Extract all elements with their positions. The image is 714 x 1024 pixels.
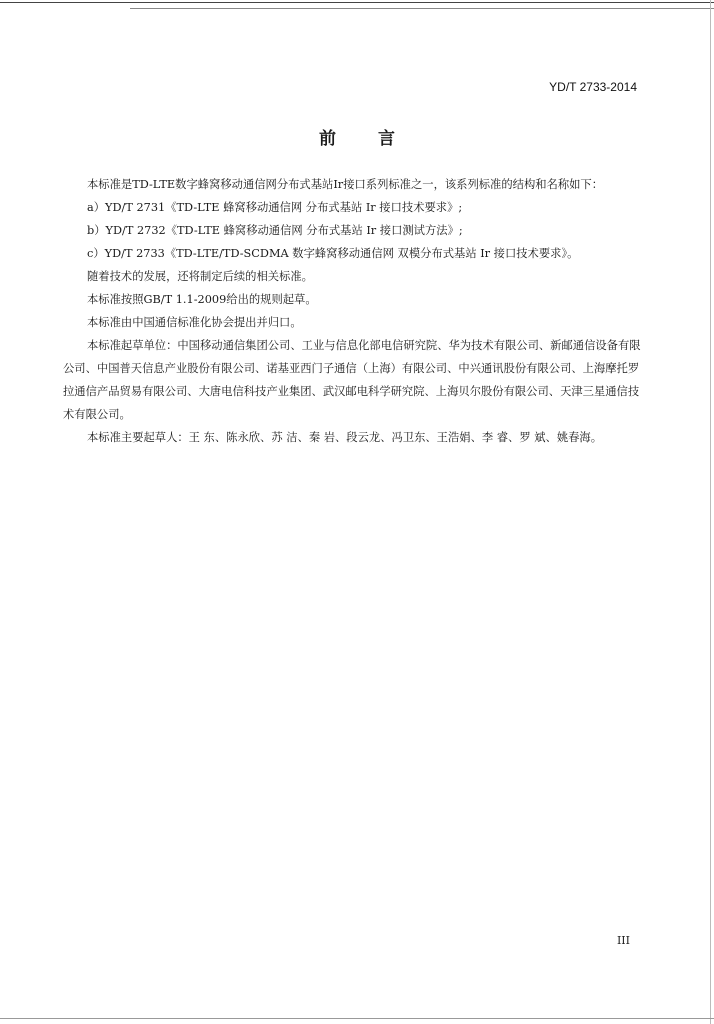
list-item-a: a）YD/T 2731《TD-LTE 蜂窝移动通信网 分布式基站 Ir 接口技术要求》; xyxy=(87,201,463,214)
scan-border-bottom xyxy=(0,1018,714,1019)
list-item-c: c）YD/T 2733《TD-LTE/TD-SCDMA 数字蜂窝移动通信网 双模分布式基站 Ir 接口技术要求》。 xyxy=(87,247,579,260)
paragraph-drafting-units: 本标准起草单位：中国移动通信集团公司、工业与信息化部电信研究院、华为技术有限公司、新邮通信设备有限公司、中国普天信息产业股份有限公司、诺基亚西门子通信（上海）有限公司、中兴通讯股份有限公司、上海摩托罗拉通信产品贸易有限公司、大唐电信科技产业集团、武汉邮电科学研究院、上海贝尔股份有限公司、天津三星通信技术有限公司。 xyxy=(63,339,641,421)
scan-border-top xyxy=(0,2,714,3)
document-code: YD/T 2733-2014 xyxy=(549,80,637,94)
title-char-2: 言 xyxy=(378,129,395,149)
preface-body xyxy=(63,173,641,449)
title-char-1: 前 xyxy=(319,129,336,149)
paragraph-drafters: 本标准主要起草人：王 东、陈永欣、苏 洁、秦 岩、段云龙、冯卫东、王浩娟、李 睿、罗 斌、姚春海。 xyxy=(87,431,603,444)
page-number: III xyxy=(616,934,630,947)
scan-border-top-inner xyxy=(130,8,714,9)
paragraph-drafting-rules: 本标准按照GB/T 1.1-2009给出的规则起草。 xyxy=(87,293,317,306)
paragraph-proposer: 本标准由中国通信标准化协会提出并归口。 xyxy=(87,316,302,329)
page-title xyxy=(0,124,714,149)
list-item-b: b）YD/T 2732《TD-LTE 蜂窝移动通信网 分布式基站 Ir 接口测试方法》; xyxy=(87,224,463,237)
paragraph-future: 随着技术的发展，还将制定后续的相关标准。 xyxy=(87,270,313,283)
scan-border-right xyxy=(710,0,711,1024)
paragraph-intro: 本标准是TD-LTE数字蜂窝移动通信网分布式基站Ir接口系列标准之一，该系列标准的结构和名称如下： xyxy=(87,178,604,191)
